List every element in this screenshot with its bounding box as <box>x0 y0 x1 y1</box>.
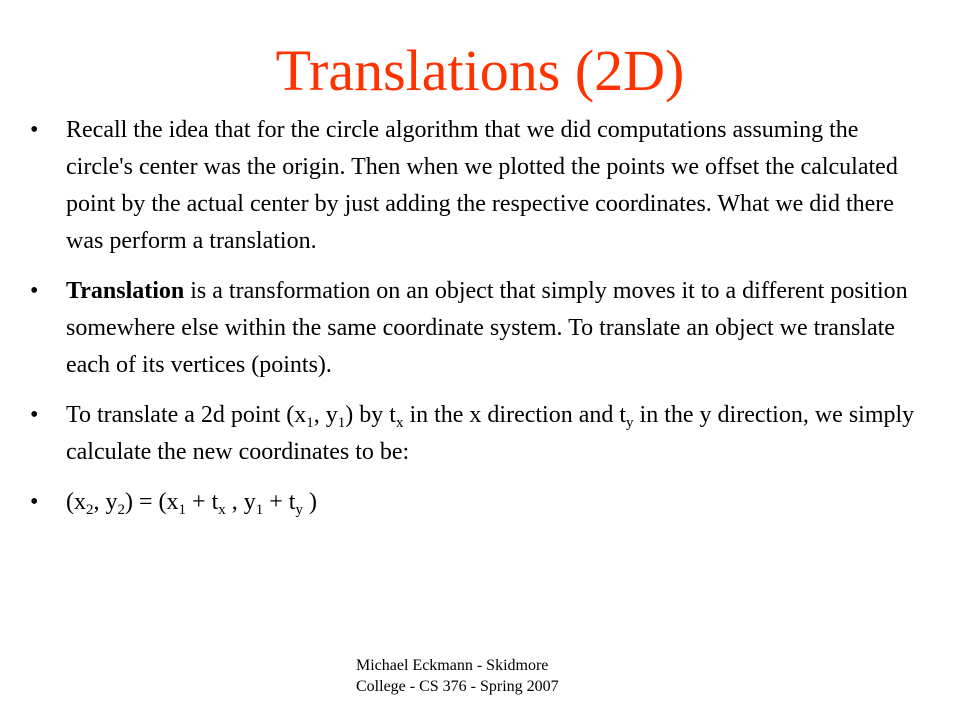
footer-line-2: College - CS 376 - Spring 2007 <box>356 678 559 695</box>
formula-fragment: + t <box>263 489 296 515</box>
formula-fragment: , y <box>225 489 256 515</box>
footer-line-1: Michael Eckmann - Skidmore <box>356 657 549 674</box>
text-fragment: in the y direction, we simply calculate the new coordinates to be: <box>66 402 915 465</box>
slide-footer <box>356 655 636 697</box>
formula-fragment: ) <box>302 489 317 515</box>
bullet-dot-icon: • <box>30 489 39 515</box>
bullet-item-formula <box>30 484 930 521</box>
subscript: 1 <box>178 502 187 518</box>
bullet-dot-icon: • <box>30 278 39 304</box>
bold-term: Translation <box>66 278 185 304</box>
subscript: y <box>626 415 634 431</box>
subscript: 2 <box>117 502 125 518</box>
text-fragment: ) by t <box>345 402 396 428</box>
text-fragment: To translate a 2d point (x <box>66 402 307 428</box>
bullet-dot-icon: • <box>30 117 39 143</box>
bullet-item-translation-definition <box>30 273 930 384</box>
subscript: y <box>295 502 303 518</box>
bullet-item-circle-recall <box>30 112 930 260</box>
formula-fragment: , y <box>93 489 118 515</box>
bullet-text: is a transformation on an object that simply moves it to a different position somewhere else within the same coordinate system. To translate an object we translate each of its vertices (points). <box>66 278 908 378</box>
subscript: x <box>218 502 226 518</box>
bullet-item-translate-point <box>30 397 930 471</box>
bullet-list <box>30 112 930 534</box>
subscript: 1 <box>255 502 264 518</box>
formula-fragment: (x <box>66 489 86 515</box>
subscript: 1 <box>337 415 346 431</box>
formula-fragment: ) = (x <box>125 489 179 515</box>
text-fragment: , y <box>313 402 338 428</box>
bullet-text: Recall the idea that for the circle algorithm that we did computations assuming the circle's center was the origin. Then when we plotted the points we offset the calculated point by the actual center by just adding the respective coordinates. What we did there was perform a translation. <box>66 117 898 254</box>
formula-fragment: + t <box>186 489 219 515</box>
bullet-dot-icon: • <box>30 402 39 428</box>
slide-title: Translations (2D) <box>275 38 685 103</box>
subscript: 2 <box>86 502 94 518</box>
subscript: 1 <box>306 415 314 431</box>
text-fragment: in the x direction and t <box>403 402 627 428</box>
subscript: x <box>395 415 404 431</box>
